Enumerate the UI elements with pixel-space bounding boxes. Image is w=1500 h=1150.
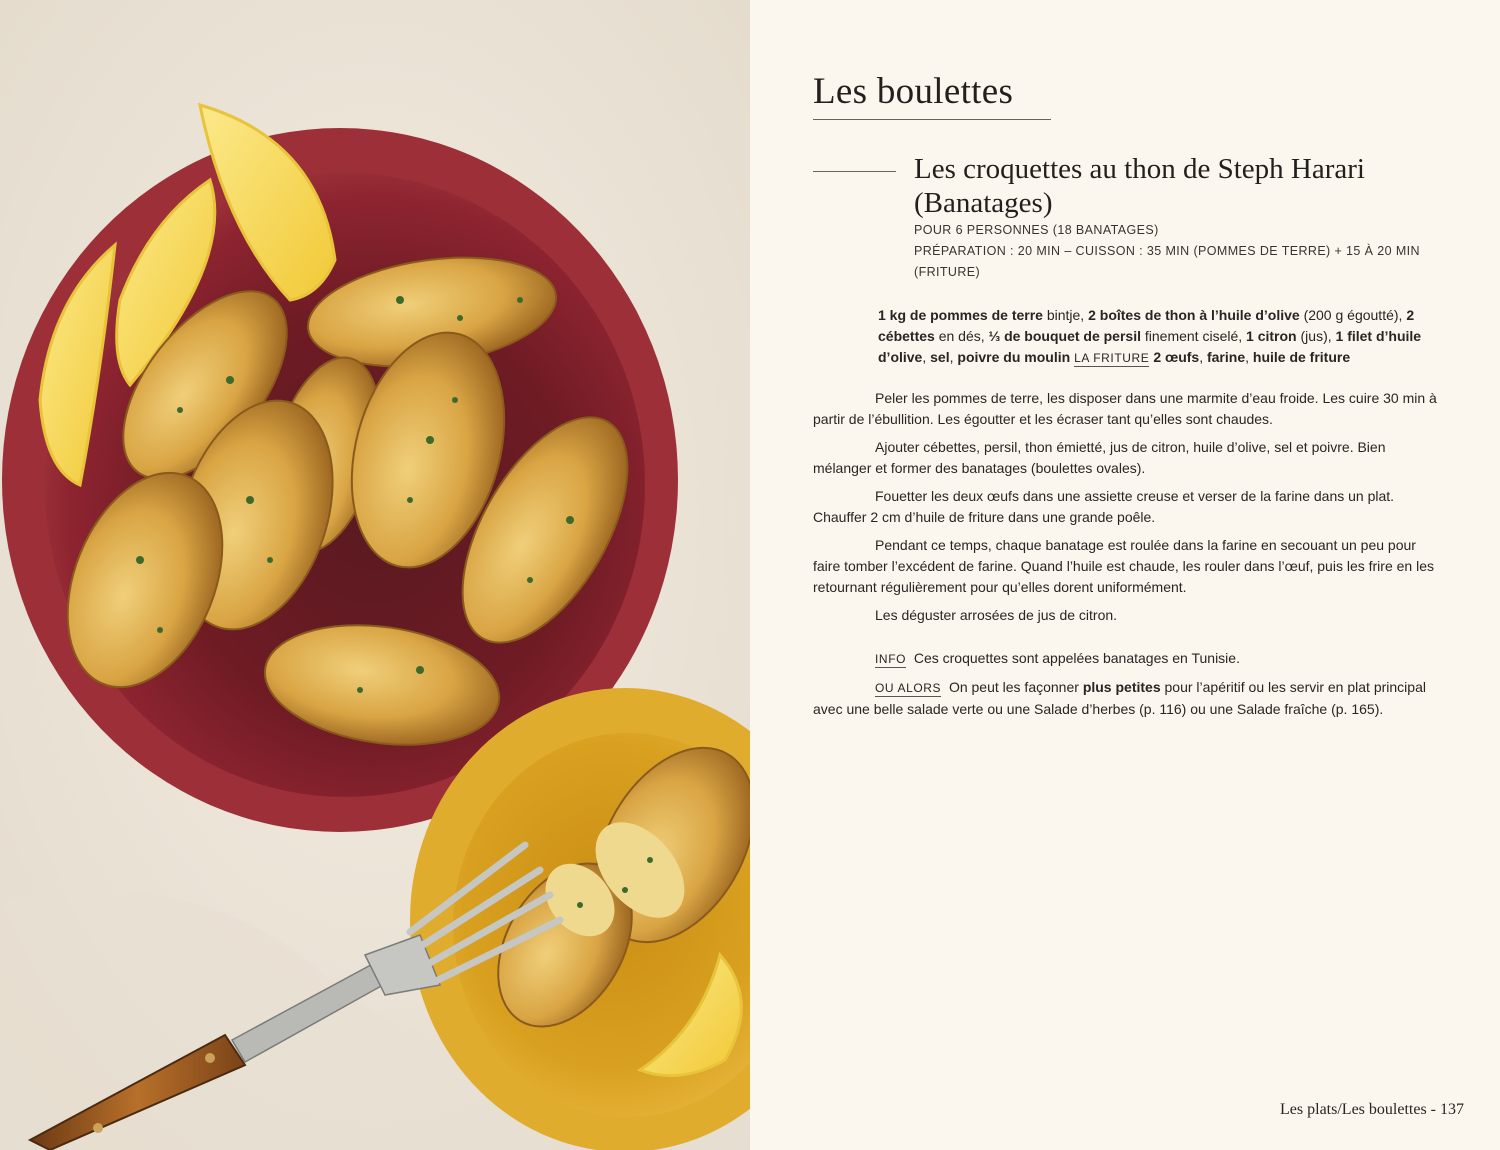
ingredient: poivre du moulin — [957, 349, 1071, 365]
ingredient: farine — [1206, 349, 1246, 365]
ingredient-detail: , — [949, 349, 958, 365]
instructions — [813, 388, 1443, 727]
ingredient-detail: finement ciselé, — [1140, 328, 1247, 344]
recipe-title: Les croquettes au thon de Steph Harari (Banatages) — [914, 153, 1365, 219]
alternative-emphasis: plus petites — [1082, 679, 1161, 695]
ingredient-detail: bintje, — [1042, 307, 1089, 323]
ingredient: ⅓ de bouquet de persil — [988, 328, 1141, 344]
ingredient: 2 œufs — [1153, 349, 1200, 365]
ingredient: 1 kg de pommes de terre — [878, 307, 1043, 323]
recipe-page — [750, 0, 1500, 1150]
ingredient-detail: , — [1199, 349, 1207, 365]
section-title: Les boulettes — [813, 71, 1014, 112]
step-paragraph: Pendant ce temps, chaque banatage est roulée dans la farine en secouant un peu pour faire tomber l’excédent de farine. Quand l’huile est chaude, les rouler dans l’œuf, puis les frire en les retournant régulièrement pour qu’elles dorent uniformément. — [813, 537, 1434, 595]
step-paragraph: Fouetter les deux œufs dans une assiette creuse et verser de la farine dans un plat. Chauffer 2 cm d’huile de friture dans une grande poêle. — [813, 488, 1395, 525]
ingredient: 2 cébettes — [878, 307, 1415, 344]
alternative-text: pour l’apéritif ou les servir en plat principal avec une belle salade verte ou une Salade d’herbes (p. 116) ou une Salade fraîche (p. 165). — [813, 679, 1426, 717]
step-paragraph: Les déguster arrosées de jus de citron. — [875, 607, 1118, 623]
ingredient-detail: (200 g égoutté), — [1299, 307, 1407, 323]
step-paragraph: Peler les pommes de terre, les disposer dans une marmite d’eau froide. Les cuire 30 min à partir de l’ébullition. Les égoutter et les écraser tant qu’elles sont chaudes. — [813, 390, 1437, 427]
alternative-text: On peut les façonner — [948, 679, 1083, 695]
alternative-tag: OU ALORS — [875, 681, 942, 695]
info-tag: INFO — [875, 652, 907, 666]
ingredient: 1 filet d’huile d’olive — [878, 328, 1422, 365]
ingredient-detail: , — [1245, 349, 1253, 365]
ingredient-detail: (jus), — [1296, 328, 1336, 344]
ingredient: sel — [930, 349, 950, 365]
recipe-title-rule — [813, 171, 896, 172]
ingredient-detail: en dés, — [934, 328, 989, 344]
ingredient: 2 boîtes de thon à l’huile d’olive — [1088, 307, 1300, 323]
servings: POUR 6 PERSONNES (18 BANATAGES) — [914, 223, 1159, 237]
section-title-underline — [813, 119, 1051, 120]
ingredients-list — [878, 305, 1443, 369]
ingredient-detail: , — [922, 349, 931, 365]
page-footer: Les plats/Les boulettes - 137 — [1280, 1101, 1464, 1118]
info-text: Ces croquettes sont appelées banatages en Tunisie. — [913, 650, 1240, 666]
recipe-meta — [914, 220, 1454, 283]
frying-tag: LA FRITURE — [1074, 351, 1150, 365]
ingredient: 1 citron — [1246, 328, 1297, 344]
info-note — [813, 648, 1443, 670]
ingredient: huile de friture — [1252, 349, 1351, 365]
timing: PRÉPARATION : 20 MIN – CUISSON : 35 MIN (POMMES DE TERRE) + 15 À 20 MIN (FRITURE) — [914, 244, 1420, 279]
step-paragraph: Ajouter cébettes, persil, thon émietté, jus de citron, huile d’olive, sel et poivre. Bien mélanger et former des banatages (boulettes ovales). — [813, 439, 1386, 476]
alternative-note — [813, 677, 1443, 720]
